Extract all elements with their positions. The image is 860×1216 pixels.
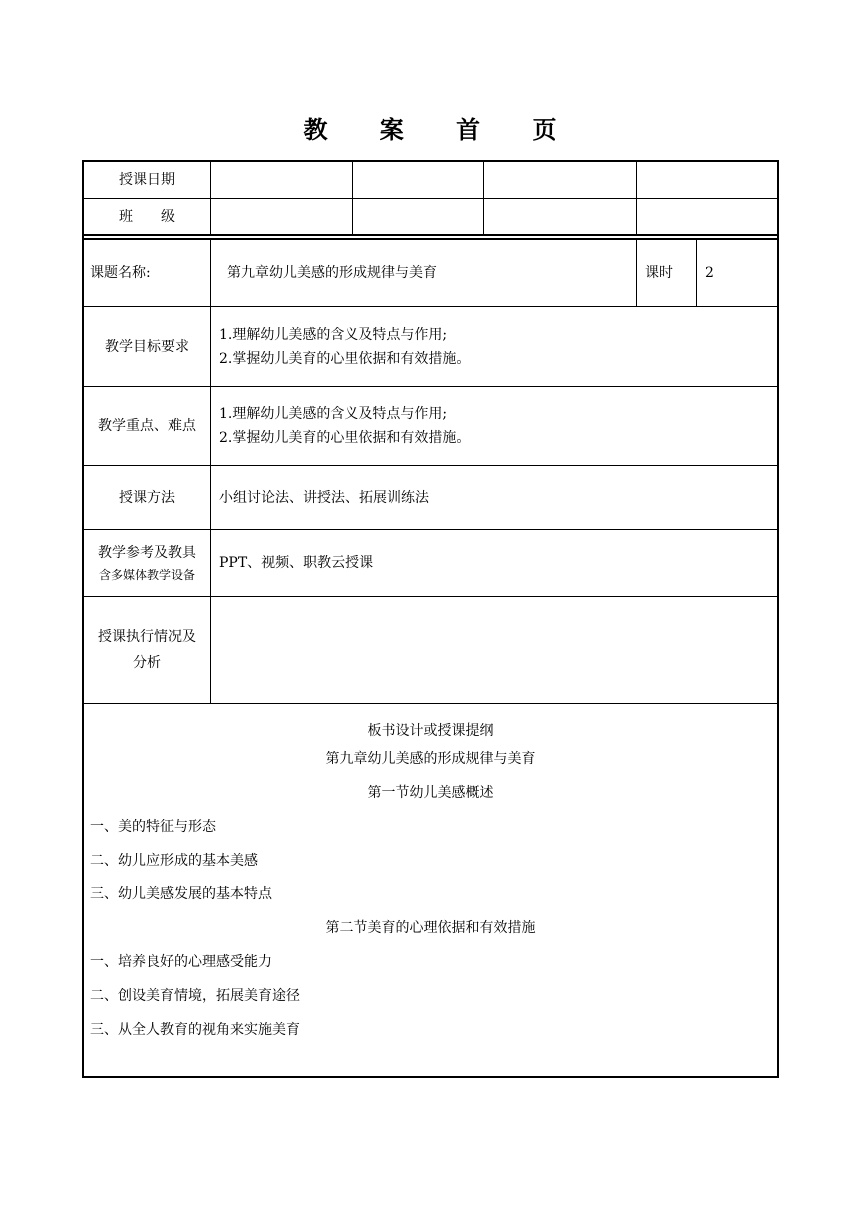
key-points-label: 教学重点、难点 <box>98 418 196 434</box>
date-cell-4[interactable] <box>637 162 777 198</box>
divider <box>210 240 211 306</box>
key-points-item: 1.理解幼儿美感的含义及特点与作用; <box>219 406 448 422</box>
date-label-cell <box>84 162 210 198</box>
divider <box>210 307 211 703</box>
goals-value-cell <box>211 307 777 386</box>
execution-label-line1: 授课执行情况及 <box>98 629 196 645</box>
topic-value-cell <box>211 240 636 306</box>
lesson-plan-table <box>82 160 779 1078</box>
divider <box>696 240 697 306</box>
class-label-cell <box>84 199 210 234</box>
class-cell-3[interactable] <box>484 199 636 234</box>
execution-label-line2: 分析 <box>133 655 161 671</box>
date-label: 授课日期 <box>119 172 175 188</box>
outline-heading: 板书设计或授课提纲 <box>367 723 494 739</box>
divider <box>352 162 353 234</box>
execution-value-cell[interactable] <box>211 597 777 703</box>
class-cell-2[interactable] <box>353 199 483 234</box>
date-cell-1[interactable] <box>211 162 352 198</box>
references-label-line1: 教学参考及教具 <box>98 545 196 561</box>
references-value-cell <box>211 530 777 596</box>
double-divider-top <box>84 234 777 236</box>
goals-item: 2.掌握幼儿美育的心里依据和有效措施。 <box>219 350 471 367</box>
methods-value: 小组讨论法、讲授法、拓展训练法 <box>219 489 429 506</box>
topic-label-cell <box>84 240 210 306</box>
outline-section1: 第一节幼儿美感概述 <box>367 785 494 801</box>
outline-item: 一、培养良好的心理感受能力 <box>90 954 272 970</box>
goals-label: 教学目标要求 <box>105 338 189 355</box>
topic-label: 课题名称: <box>90 265 151 281</box>
goals-label-cell <box>84 307 210 386</box>
hours-label: 课时 <box>645 265 673 281</box>
divider <box>483 162 484 234</box>
methods-value-cell <box>211 466 777 529</box>
hours-value: 2 <box>705 265 714 281</box>
references-label-cell <box>84 530 210 596</box>
divider <box>84 703 777 704</box>
outline-item: 二、幼儿应形成的基本美感 <box>90 853 258 869</box>
outline-item: 三、幼儿美感发展的基本特点 <box>90 886 272 902</box>
execution-label-cell <box>84 597 210 703</box>
date-cell-3[interactable] <box>484 162 636 198</box>
class-cell-4[interactable] <box>637 199 777 234</box>
outline-item: 三、从全人教育的视角来实施美育 <box>90 1022 300 1038</box>
divider <box>210 162 211 234</box>
outline-chapter: 第九章幼儿美感的形成规律与美育 <box>325 751 536 767</box>
divider <box>636 240 637 306</box>
outline-item: 二、创设美育情境，拓展美育途径 <box>90 988 300 1004</box>
references-value: PPT、视频、职教云授课 <box>219 555 374 571</box>
hours-value-cell <box>697 240 777 306</box>
references-label-line2: 含多媒体教学设备 <box>98 568 195 582</box>
goals-item: 1.理解幼儿美感的含义及特点与作用; <box>219 326 448 343</box>
date-cell-2[interactable] <box>353 162 483 198</box>
divider <box>636 162 637 234</box>
key-points-value-cell <box>211 387 777 465</box>
class-label: 班 级 <box>119 208 175 225</box>
outline-item: 一、美的特征与形态 <box>90 819 216 835</box>
topic-value: 第九章幼儿美感的形成规律与美育 <box>227 265 437 281</box>
methods-label: 授课方法 <box>119 489 175 506</box>
divider <box>84 198 777 199</box>
methods-label-cell <box>84 466 210 529</box>
key-points-item: 2.掌握幼儿美育的心里依据和有效措施。 <box>219 430 471 446</box>
class-cell-1[interactable] <box>211 199 352 234</box>
page-title: 教 案 首 页 <box>303 116 579 144</box>
hours-label-cell <box>637 240 696 306</box>
outline-section2: 第二节美育的心理依据和有效措施 <box>325 920 536 936</box>
key-points-label-cell <box>84 387 210 465</box>
